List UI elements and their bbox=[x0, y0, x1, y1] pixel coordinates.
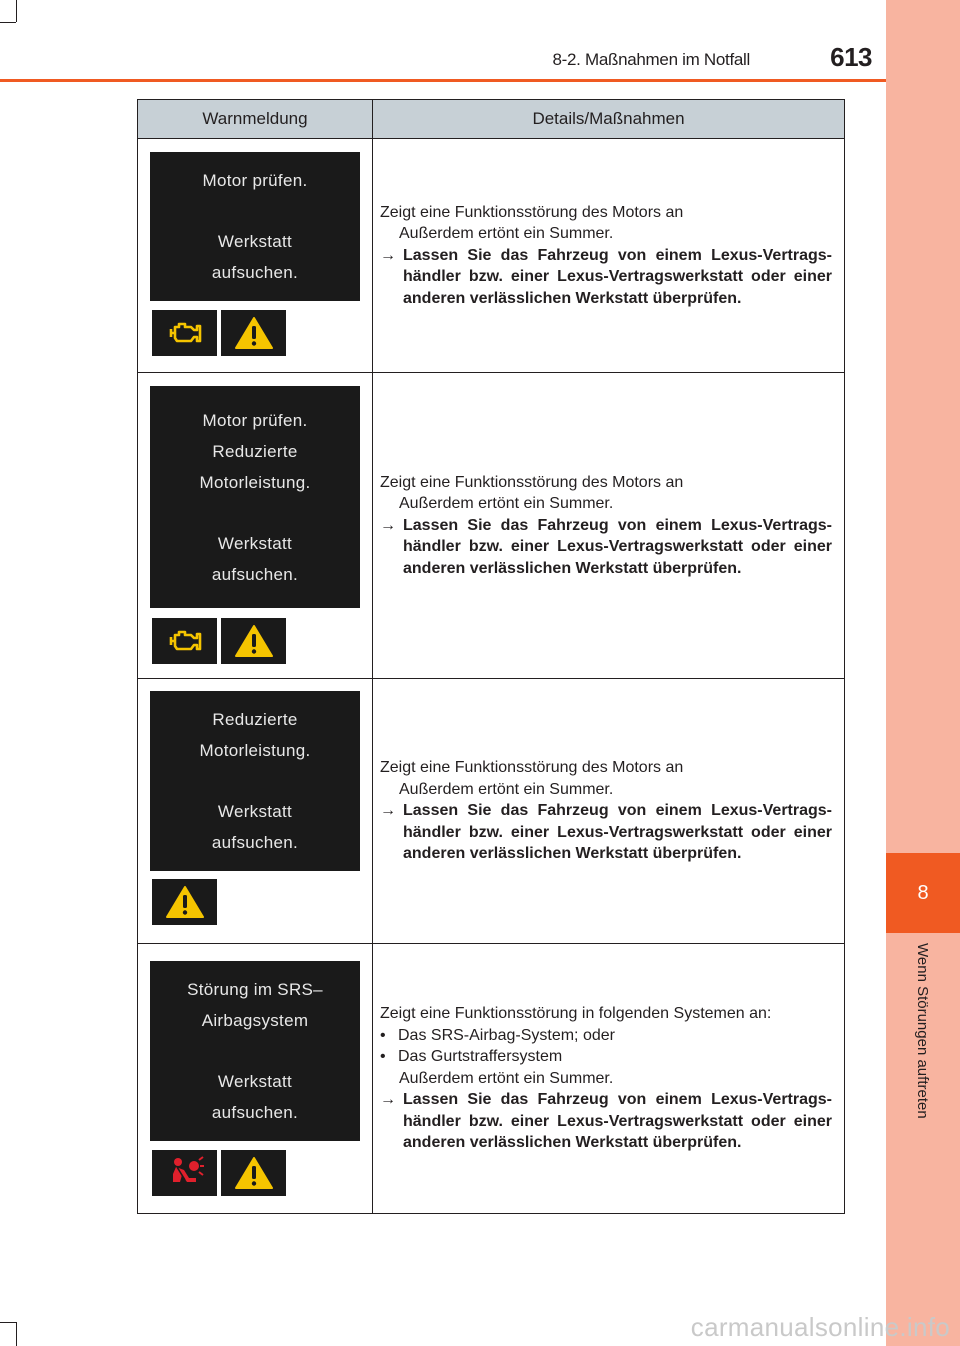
bullet-item bbox=[380, 1025, 832, 1047]
chapter-number: 8 bbox=[886, 853, 960, 933]
warning-display bbox=[150, 386, 360, 608]
indicator-icons bbox=[152, 618, 286, 664]
details-text bbox=[380, 1003, 832, 1154]
details-cell bbox=[373, 373, 844, 678]
warning-table bbox=[137, 99, 845, 1214]
arrow-icon: → bbox=[380, 516, 396, 534]
page-number: 613 bbox=[830, 42, 872, 72]
header-rule bbox=[0, 79, 886, 82]
caution-triangle-icon bbox=[152, 879, 217, 925]
description-note: Außerdem ertönt ein Summer. bbox=[399, 1069, 614, 1087]
display-line: Werkstatt bbox=[217, 232, 293, 251]
bullet-symbol: • bbox=[380, 1026, 386, 1044]
engine-warning-icon bbox=[152, 310, 217, 356]
details-cell bbox=[373, 944, 844, 1213]
display-line: aufsuchen. bbox=[211, 263, 299, 282]
warning-display bbox=[150, 691, 360, 871]
indicator-icons bbox=[152, 310, 286, 356]
table-header bbox=[138, 100, 844, 139]
arrow-icon: → bbox=[380, 246, 396, 264]
warning-display bbox=[150, 152, 360, 301]
chapter-title: Wenn Störungen auftreten bbox=[914, 943, 931, 1119]
description: Zeigt eine Funktionsstörung des Motors an bbox=[380, 473, 684, 491]
warning-display bbox=[150, 961, 360, 1141]
bullet-text: Das SRS-Airbag-System; oder bbox=[398, 1026, 615, 1044]
engine-warning-icon bbox=[152, 618, 217, 664]
description: Zeigt eine Funktionsstörung in folgenden Systemen an: bbox=[380, 1005, 772, 1023]
display-line: Werkstatt bbox=[217, 1072, 293, 1091]
display-line: Werkstatt bbox=[217, 533, 293, 553]
action-text: Lassen Sie das Fahrzeug von einem Lexus-Vertrags- händler bzw. einer Lexus-Vertragswerkstatt oder einer anderen verlässlichen Werkstatt überprüfen. bbox=[403, 1091, 832, 1152]
display-line: Reduzierte bbox=[212, 441, 298, 461]
indicator-icons bbox=[152, 1150, 286, 1196]
watermark: carmanualsonline.info bbox=[690, 1312, 950, 1342]
crop-mark bbox=[0, 1322, 16, 1323]
column-header-details: Details/Maßnahmen bbox=[532, 109, 685, 128]
bullet-symbol: • bbox=[380, 1048, 386, 1066]
details-cell bbox=[373, 679, 844, 943]
display-line: aufsuchen. bbox=[211, 833, 299, 852]
warning-cell bbox=[138, 944, 373, 1213]
column-header-warning: Warnmeldung bbox=[138, 100, 373, 138]
indicator-icons bbox=[152, 879, 217, 925]
bullet-item bbox=[380, 1046, 832, 1068]
crop-mark bbox=[0, 22, 16, 23]
warning-cell bbox=[138, 679, 373, 943]
crop-mark bbox=[16, 0, 17, 22]
caution-triangle-icon bbox=[221, 310, 286, 356]
action-text: Lassen Sie das Fahrzeug von einem Lexus-Vertrags- händler bzw. einer Lexus-Vertragswerkstatt oder einer anderen verlässlichen Werkstatt überprüfen. bbox=[403, 246, 832, 307]
table-row bbox=[138, 679, 844, 944]
details-text bbox=[380, 757, 832, 865]
table-row bbox=[138, 373, 844, 679]
display-line: Reduzierte bbox=[212, 710, 298, 729]
action-item bbox=[380, 800, 832, 865]
section-title: 8-2. Maßnahmen im Notfall bbox=[552, 50, 750, 69]
action-item bbox=[380, 1089, 832, 1154]
display-line: Motorleistung. bbox=[199, 472, 311, 492]
display-line: Airbagsystem bbox=[201, 1011, 309, 1030]
description-note: Außerdem ertönt ein Summer. bbox=[399, 495, 614, 513]
warning-cell bbox=[138, 139, 373, 372]
table-row bbox=[138, 944, 844, 1213]
details-cell bbox=[373, 139, 844, 372]
action-item bbox=[380, 245, 832, 310]
action-item bbox=[380, 515, 832, 580]
display-line: Motor prüfen. bbox=[202, 410, 308, 430]
caution-triangle-icon bbox=[221, 618, 286, 664]
crop-mark bbox=[16, 1322, 17, 1346]
description-note: Außerdem ertönt ein Summer. bbox=[399, 225, 614, 243]
chapter-title-wrap bbox=[886, 943, 960, 1158]
description: Zeigt eine Funktionsstörung des Motors an bbox=[380, 203, 684, 221]
bullet-text: Das Gurtstraffersystem bbox=[398, 1048, 563, 1066]
display-line: Störung im SRS– bbox=[187, 980, 323, 999]
srs-airbag-icon bbox=[152, 1150, 217, 1196]
action-text: Lassen Sie das Fahrzeug von einem Lexus-Vertrags- händler bzw. einer Lexus-Vertragswerkstatt oder einer anderen verlässlichen Werkstatt überprüfen. bbox=[403, 516, 832, 577]
arrow-icon: → bbox=[380, 1091, 396, 1109]
caution-triangle-icon bbox=[221, 1150, 286, 1196]
table-row bbox=[138, 139, 844, 373]
action-text: Lassen Sie das Fahrzeug von einem Lexus-Vertrags- händler bzw. einer Lexus-Vertragswerkstatt oder einer anderen verlässlichen Werkstatt überprüfen. bbox=[403, 802, 832, 863]
warning-cell bbox=[138, 373, 373, 678]
details-text bbox=[380, 202, 832, 310]
details-text bbox=[380, 472, 832, 580]
description: Zeigt eine Funktionsstörung des Motors an bbox=[380, 759, 684, 777]
display-line: aufsuchen. bbox=[211, 564, 299, 584]
display-line: Motorleistung. bbox=[199, 741, 311, 760]
description-note: Außerdem ertönt ein Summer. bbox=[399, 780, 614, 798]
arrow-icon: → bbox=[380, 802, 396, 820]
display-line: Motor prüfen. bbox=[202, 171, 308, 190]
display-line: aufsuchen. bbox=[211, 1103, 299, 1122]
display-line: Werkstatt bbox=[217, 802, 293, 821]
